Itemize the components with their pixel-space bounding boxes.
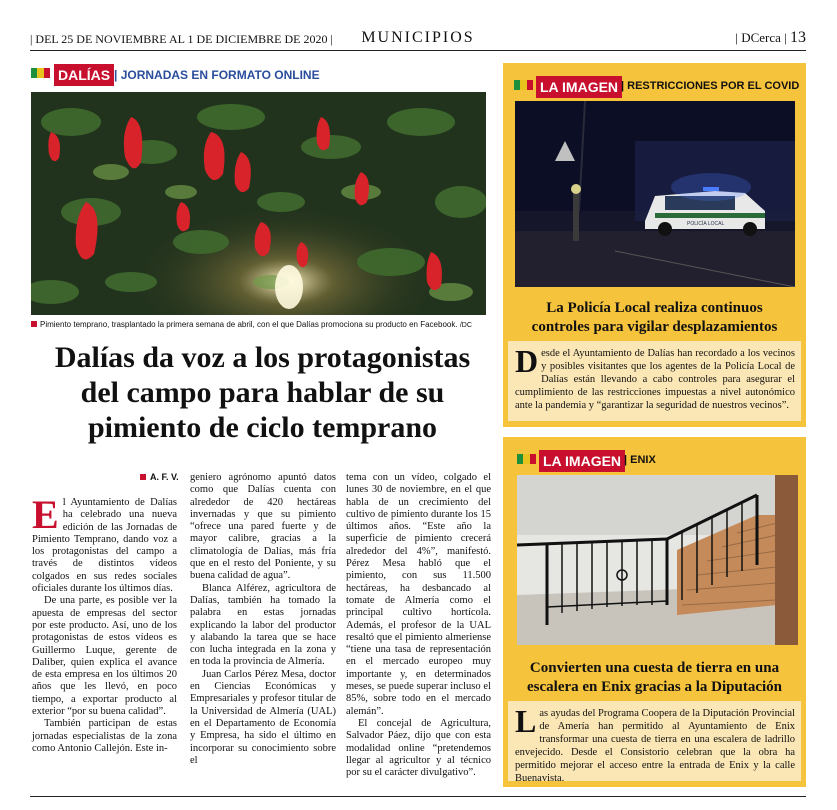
brand-name: | DCerca | [735, 30, 787, 45]
box1-text-panel [508, 341, 801, 421]
police-car-night-photo [515, 101, 795, 287]
article-column-3 [346, 472, 491, 779]
headline-line: Dalías da voz a los protagonistas [54, 341, 471, 374]
photo-caption [31, 320, 472, 329]
paragraph: El concejal de Agricultura, Salvador Páez, dijo que con esta modalidad online “pretendemos llegar al agricultor y al técnico por su el carácter divulgativo”. [346, 717, 491, 779]
box2-tag: LA IMAGEN [539, 450, 625, 472]
staircase-photo-art [517, 475, 798, 645]
caption-credit: /DC [459, 322, 472, 329]
page-number: 13 [790, 29, 806, 46]
staircase-railing-photo [517, 475, 798, 645]
main-kicker [30, 64, 500, 86]
box2-kicker [517, 450, 802, 472]
byline-text: A. F. V. [150, 472, 179, 482]
paragraph: tema con un vídeo, colgado el lunes 30 de noviembre, en el que habla de un crecimiento del cultivo de pimiento durante los 15 últimos años. “Este año la superficie de pimiento crecerá alrededor del 4%”, manifestó. Pérez Mesa habló que el pimiento, con sus 11.500 hectáreas, ha desbancado al tomate de Almería como el principal cultivo hortícola. Además, el profesor de la UAL resaltó que el pimiento almeriense “tiene una tasa de representación en el mercado europeo muy importante y, en determinados meses, se puede superar incluso el 85%, sobre todo en el mercado alemán”. [346, 472, 491, 717]
article-column-2 [190, 472, 336, 767]
paragraph: Juan Carlos Pérez Mesa, doctor en Ciencias Económicas y Empresariales y profesor titular de la Universidad de Almería (UAL) en el Departamento de Economía y Empresa, ha sido el último en incorporar su conocimiento sobre el [190, 668, 336, 766]
pepper-photo-art [31, 92, 486, 315]
paragraph: as ayudas del Programa Coopera de la Diputación Provincial de Amería han permitido al Ayuntamiento de Enix transformar una cuesta de tierra en una escalera de ladrillo envejecido. Desde el Consistorio celebran que la obra ha permitido mejorar el acceso entre la entrada de Enix y la calle Buenavista. [515, 708, 795, 784]
andalusia-flag-icon [517, 454, 536, 464]
box1-tag: LA IMAGEN [536, 76, 622, 98]
sidebar-box-enix [503, 437, 806, 787]
byline-marker-icon [140, 474, 146, 480]
drop-cap: L [515, 703, 537, 739]
byline [140, 472, 179, 482]
headline-line: escalera en Enix gracias a la Diputación [527, 679, 782, 695]
paragraph: geniero agrónomo apuntó datos como que Dalías cuenta con alrededor de 420 hectáreas invernadas y que su pimiento “ofrece una pared fuerte y de mayor calibre, gracias a la climatología de Dalías, más fría que en el resto del Poniente, y su buena calidad de agua”. [190, 472, 336, 582]
paragraph: También participan de estas jornadas especialistas de la zona como Antonio Callejón. Este in- [32, 718, 177, 754]
box1-headline [513, 299, 796, 337]
main-tag: DALÍAS [54, 64, 114, 86]
section-title: MUNICIPIOS [361, 29, 475, 46]
box2-text-panel [508, 701, 801, 784]
paragraph: esde el Ayuntamiento de Dalías han recordado a los vecinos y posibles visitantes que los agentes de la Policía Local de Dalías están llevando a cabo controles para asegurar el cumplimiento de las restricciones impuestas a nivel autonómico ante la pandemia y “garantizar la seguridad de nuestros vecinos”. [515, 348, 795, 411]
andalusia-flag-icon [31, 68, 50, 78]
box1-subtitle: | RESTRICCIONES POR EL COVID [621, 80, 800, 92]
paragraph: l Ayuntamiento de Dalías ha celebrado una nueva edición de las Jornadas de Pimiento Temprano, dando voz a los protagonistas del campo a través de distintos vídeos colgados en sus redes sociales oficiales durante los últimos días. [32, 497, 177, 595]
drop-cap: D [515, 343, 539, 379]
box2-subtitle: | ENIX [624, 454, 656, 466]
headline-line: Convierten una cuesta de tierra en una [529, 660, 780, 676]
page-header [30, 28, 806, 51]
article-column-1 [32, 492, 177, 755]
headline-line: controles para vigilar desplazamientos [531, 319, 778, 335]
andalusia-flag-icon [514, 80, 533, 90]
headline-line: del campo para hablar de su [80, 376, 445, 409]
box2-text [515, 703, 795, 785]
sidebar-box-covid [503, 63, 806, 427]
paragraph: Blanca Alférez, agricultora de Dalías, también ha tomado la palabra en estas jornadas explicando la labor del productor y alabando la tarea que se hace con lucha integrada en la zona y en toda la provincia de Almería. [190, 582, 336, 668]
headline-line: La Policía Local realiza continuos [546, 300, 763, 316]
police-car-label: POLICÍA LOCAL [687, 221, 725, 227]
police-photo-art [515, 101, 795, 287]
main-subtitle: | JORNADAS EN FORMATO ONLINE [114, 68, 320, 82]
headline-line: pimiento de ciclo temprano [87, 411, 438, 444]
pepper-plants-photo [31, 92, 486, 315]
page-folio [735, 29, 806, 47]
main-headline [30, 340, 495, 445]
box1-kicker [514, 76, 804, 98]
drop-cap: E [32, 492, 59, 537]
box2-headline [513, 659, 796, 697]
caption-text: Pimiento temprano, trasplantado la primera semana de abril, con el que Dalías promociona su producto en Facebook. [40, 320, 458, 329]
paragraph: De una parte, es posible ver la apuesta de empresas del sector por este producto. Así, uno de los protagonistas de estos vídeos es Guillermo Luque, gerente de Daliber, quien explica el avance de esta empresa en los últimos 20 años que les llevó, en poco tiempo, a exportar producto al exterior “por su buena calidad”. [32, 595, 177, 718]
caption-marker-icon [31, 321, 37, 327]
bottom-rule [30, 796, 806, 797]
issue-date: | DEL 25 DE NOVIEMBRE AL 1 DE DICIEMBRE DE 2020 | [30, 32, 333, 46]
box1-text [515, 343, 795, 412]
